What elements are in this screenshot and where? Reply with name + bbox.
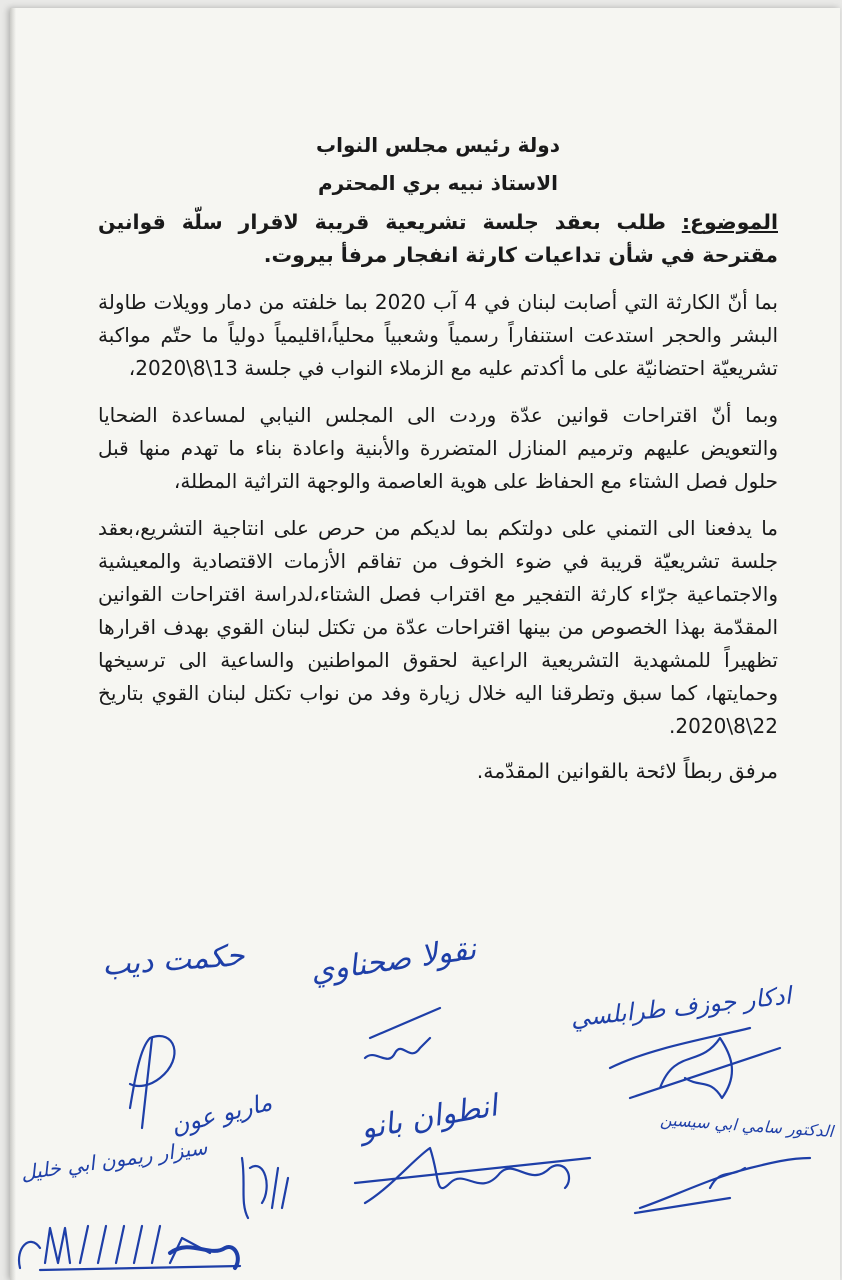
signature-edgard-traboulsi: ادكار جوزف طرابلسي — [569, 981, 793, 1033]
subject — [98, 206, 778, 272]
page-edge-shadow — [10, 8, 16, 1280]
paragraph-1: بما أنّ الكارثة التي أصابت لبنان في 4 آب 2020 بما خلفته من دمار وويلات طاولة البشر والحجر استدعت استنفاراً رسمياً وشعبياً محلياً،اقليمياً دولياً ما حتّم مواكبة تشريعيّة احتضانيّة على ما أكدتم عليه مع الزملاء النواب في جلسة 13\8\2020، — [98, 290, 778, 380]
signature-antoine-bano: انطوان بانو — [358, 1088, 501, 1147]
signature-nicolas-sehnaoui: نقولا صحناوي — [308, 931, 479, 990]
subject-label: الموضوع: — [681, 210, 778, 234]
letter-body — [98, 126, 778, 788]
signature-mario-aoun: ماريو عون — [168, 1087, 275, 1141]
paragraph-2: وبما أنّ اقتراحات قوانين عدّة وردت الى المجلس النيابي لمساعدة الضحايا والتعويض عليهم وترميم المنازل المتضررة والأبنية واعادة بناء ما تهدم منها قبل حلول فصل الشتاء مع الحفاظ على هوية العاصمة والوجهة التراثية المطلة، — [98, 403, 778, 493]
addressee-line-2: الاستاذ نبيه بري المحترم — [318, 171, 558, 195]
subject-text: طلب بعقد جلسة تشريعية قريبة لاقرار سلّة قوانين مقترحة في شأن تداعيات كارثة انفجار مرفأ بيروت. — [98, 210, 778, 267]
signature-hikmat-dib: حكمت ديب — [100, 938, 246, 983]
signature-sami-abi-sissin: الدكتور سامي ابي سيسين — [659, 1109, 834, 1142]
attachment-note: مرفق ربطاً لائحة بالقوانين المقدّمة. — [476, 759, 778, 783]
signature-cesar-abi-khalil: سيزار ريمون ابي خليل — [19, 1135, 209, 1185]
paragraph-3: ما يدفعنا الى التمني على دولتكم بما لديكم من حرص على انتاجية التشريع،بعقد جلسة تشريعيّة قريبة في ضوء الخوف من تفاقم الأزمات الاقتصادية والمعيشية والاجتماعية جرّاء كارثة التفجير مع اقتراب فصل الشتاء،لدراسة اقتراحات القوانين المقدّمة بهذا الخصوص من بينها اقتراحات عدّة من تكتل لبنان القوي بهدف اقرارها تظهيراً للمشهدية التشريعية الراعية لحقوق المواطنين والساعية الى ترسيخها وحمايتها، كما سبق وتطرقنا اليه خلال زيارة وفد من نواب تكتل لبنان القوي بتاريخ 22\8\2020. — [98, 516, 778, 738]
document-page — [10, 8, 840, 1280]
addressee-line-1: دولة رئيس مجلس النواب — [316, 133, 560, 157]
